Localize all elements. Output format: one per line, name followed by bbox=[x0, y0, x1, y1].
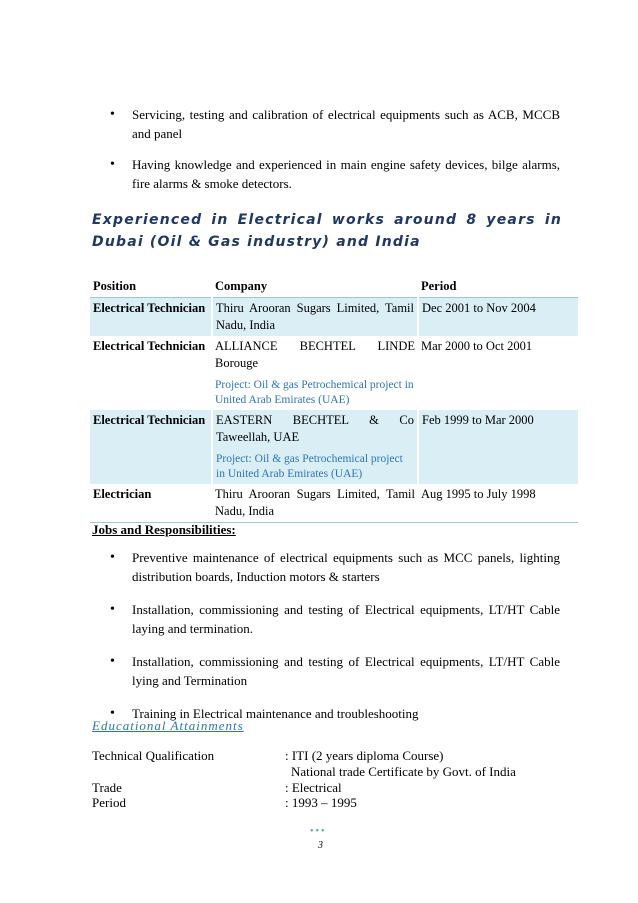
period-cell: Aug 1995 to July 1998 bbox=[418, 484, 578, 523]
period-value: : 1993 – 1995 bbox=[285, 795, 357, 810]
period-cell: Mar 2000 to Oct 2001 bbox=[421, 339, 533, 353]
period-cell: Dec 2001 to Nov 2004 bbox=[418, 298, 578, 337]
table-row bbox=[90, 336, 578, 410]
list-item: • Training in Electrical maintenance and troubleshooting bbox=[110, 706, 419, 721]
experience-heading: Experienced in Electrical works around 8 years in Dubai (Oil & Gas industry) and India bbox=[92, 212, 562, 250]
bullet-icon: • bbox=[110, 706, 115, 721]
column-header-period: Period bbox=[418, 276, 578, 298]
list-item: • Installation, commissioning and testing of Electrical equipments, LT/HT Cable lying and Termination bbox=[110, 654, 560, 688]
footer-dots-icon: ••• bbox=[310, 826, 327, 837]
job-bullet-list bbox=[108, 548, 560, 723]
column-header-company: Company bbox=[212, 276, 418, 298]
technical-qualification-detail: National trade Certificate by Govt. of India bbox=[291, 764, 516, 779]
position-cell: Electrical Technician bbox=[90, 410, 212, 484]
project-note: Project: Oil & gas Petrochemical project in United Arab Emirates (UAE) bbox=[216, 453, 403, 480]
technical-qualification-label: Technical Qualification bbox=[92, 748, 215, 763]
column-header-position: Position bbox=[90, 276, 212, 298]
table-row bbox=[90, 298, 578, 337]
page-number: 3 bbox=[318, 840, 323, 851]
bullet-icon: • bbox=[110, 157, 115, 172]
trade-label: Trade bbox=[92, 780, 122, 795]
company-cell bbox=[212, 336, 418, 410]
education-heading: Educational Attainments bbox=[92, 718, 244, 733]
top-bullet-list bbox=[108, 105, 560, 193]
company-name: EASTERN BECHTEL & Co Taweellah, UAE bbox=[216, 413, 414, 444]
bullet-icon: • bbox=[110, 107, 115, 122]
bullet-icon: • bbox=[110, 550, 115, 565]
trade-value: : Electrical bbox=[285, 780, 342, 795]
position-cell: Electrician bbox=[90, 484, 212, 523]
list-item: • Servicing, testing and calibration of electrical equipments such as ACB, MCCB and panel bbox=[110, 107, 560, 141]
company-cell bbox=[212, 410, 418, 484]
company-cell: Thiru Arooran Sugars Limited, Tamil Nadu, India bbox=[212, 484, 418, 523]
table-header-row bbox=[90, 276, 578, 298]
list-item: • Installation, commissioning and testing of Electrical equipments, LT/HT Cable laying and termination. bbox=[110, 602, 560, 636]
jobs-heading: Jobs and Responsibilities: bbox=[92, 522, 236, 537]
period-label: Period bbox=[92, 795, 126, 810]
company-cell: Thiru Arooran Sugars Limited, Tamil Nadu, India bbox=[212, 298, 418, 337]
experience-table bbox=[90, 276, 578, 523]
list-item: • Preventive maintenance of electrical equipments such as MCC panels, lighting distribution boards, Induction motors & starters bbox=[110, 550, 560, 584]
period-cell: Feb 1999 to Mar 2000 bbox=[418, 410, 578, 484]
project-note: Project: Oil & gas Petrochemical project in United Arab Emirates (UAE) bbox=[215, 379, 414, 406]
company-name: ALLIANCE BECHTEL LINDE Borouge bbox=[215, 339, 415, 370]
list-item: • Having knowledge and experienced in main engine safety devices, bilge alarms, fire alarms & smoke detectors. bbox=[110, 157, 560, 191]
position-cell: Electrical Technician bbox=[90, 298, 212, 337]
technical-qualification-value: : ITI (2 years diploma Course) bbox=[285, 748, 444, 763]
position-cell: Electrical Technician bbox=[93, 339, 206, 353]
bullet-icon: • bbox=[110, 602, 115, 617]
bullet-icon: • bbox=[110, 654, 115, 669]
table-row bbox=[90, 410, 578, 484]
table-row bbox=[90, 484, 578, 523]
